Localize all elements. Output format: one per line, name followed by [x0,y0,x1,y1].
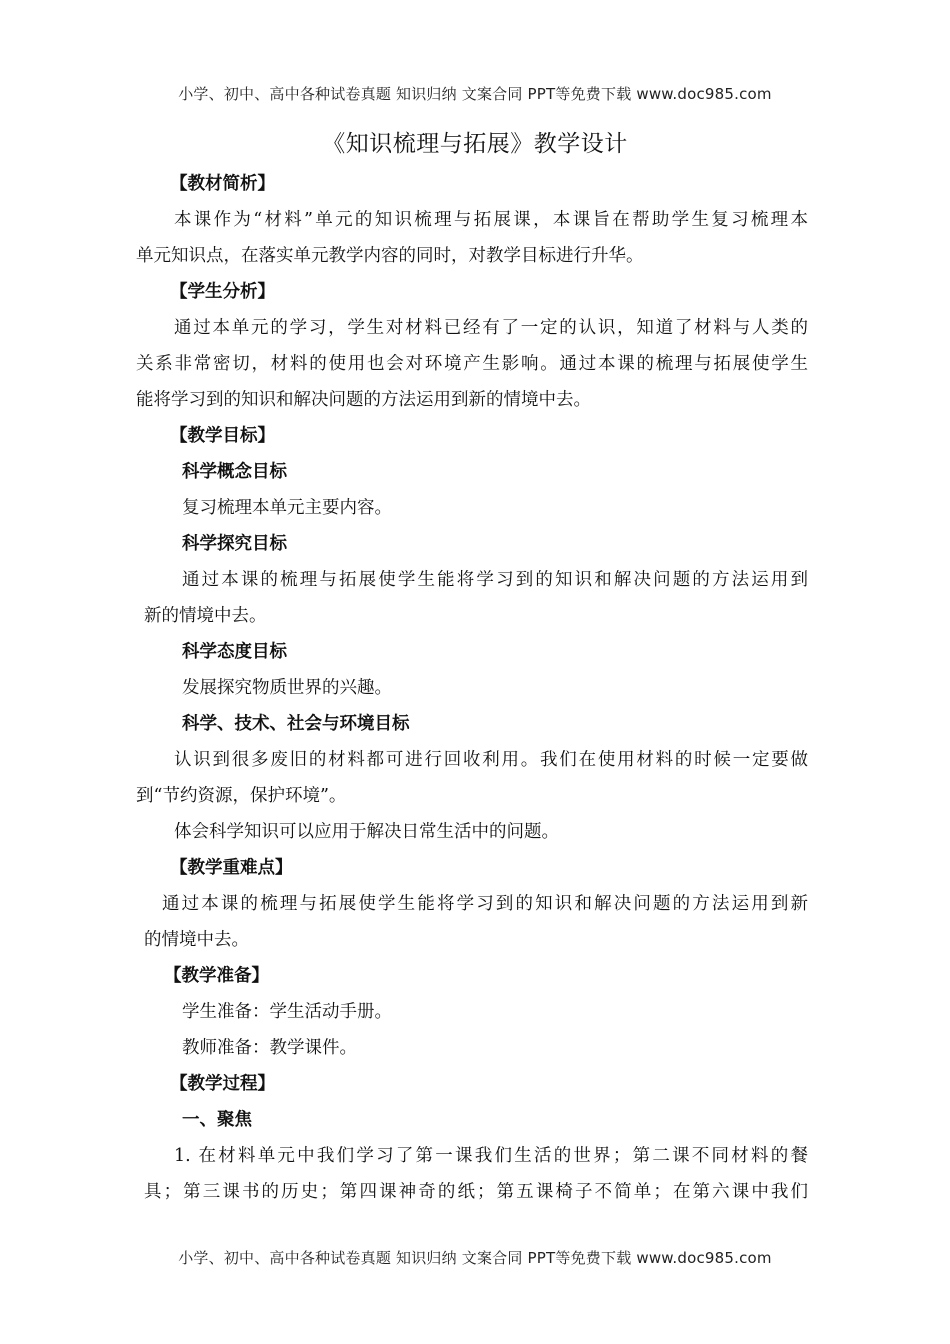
paragraph-line: 单元知识点，在落实单元教学内容的同时，对教学目标进行升华。 [136,246,644,266]
paragraph-line: 认识到很多废旧的材料都可进行回收利用。我们在使用材料的时候一定要做 [174,750,808,770]
sub-heading-focus: 一、聚焦 [182,1110,252,1130]
paragraph-line: 能将学习到的知识和解决问题的方法运用到新的情境中去。 [136,390,591,410]
document-body [136,166,808,1210]
paragraph-line: 到“节约资源，保护环境”。 [136,786,347,806]
section-heading-teaching-goals: 【教学目标】 [170,426,275,446]
document-title: 《知识梳理与拓展》教学设计 [322,131,628,157]
paragraph-line: 学生准备：学生活动手册。 [182,1002,392,1022]
sub-heading-concept-goal: 科学概念目标 [182,462,287,482]
section-heading-key-points: 【教学重难点】 [170,858,293,878]
paragraph-line: 通过本课的梳理与拓展使学生能将学习到的知识和解决问题的方法运用到新 [162,894,808,914]
paragraph-line: 通过本单元的学习，学生对材料已经有了一定的认识，知道了材料与人类的 [174,318,808,338]
page-footer: 小学、初中、高中各种试卷真题 知识归纳 文案合同 PPT等免费下载 www.doc985.com [178,1249,772,1267]
section-heading-process: 【教学过程】 [170,1074,275,1094]
paragraph-line: 本课作为“材料”单元的知识梳理与拓展课，本课旨在帮助学生复习梳理本 [174,210,808,230]
paragraph-line: 具；第三课书的历史；第四课神奇的纸；第五课椅子不简单；在第六课中我们 [144,1182,808,1202]
section-heading-preparation: 【教学准备】 [164,966,269,986]
paragraph-line: 通过本课的梳理与拓展使学生能将学习到的知识和解决问题的方法运用到 [182,570,808,590]
paragraph-line: 1. 在材料单元中我们学习了第一课我们生活的世界；第二课不同材料的餐 [174,1146,808,1166]
paragraph-line: 体会科学知识可以应用于解决日常生活中的问题。 [174,822,559,842]
page-header: 小学、初中、高中各种试卷真题 知识归纳 文案合同 PPT等免费下载 www.doc985.com [178,85,772,103]
sub-heading-attitude-goal: 科学态度目标 [182,642,287,662]
section-heading-materials-analysis: 【教材简析】 [170,174,275,194]
paragraph-line: 复习梳理本单元主要内容。 [182,498,392,518]
paragraph-line: 发展探究物质世界的兴趣。 [182,678,392,698]
paragraph-line: 新的情境中去。 [144,606,267,626]
paragraph-line: 的情境中去。 [144,930,249,950]
sub-heading-sts-goal: 科学、技术、社会与环境目标 [182,714,410,734]
sub-heading-inquiry-goal: 科学探究目标 [182,534,287,554]
paragraph-line: 关系非常密切，材料的使用也会对环境产生影响。通过本课的梳理与拓展使学生 [136,354,808,374]
section-heading-student-analysis: 【学生分析】 [170,282,275,302]
paragraph-line: 教师准备：教学课件。 [182,1038,357,1058]
